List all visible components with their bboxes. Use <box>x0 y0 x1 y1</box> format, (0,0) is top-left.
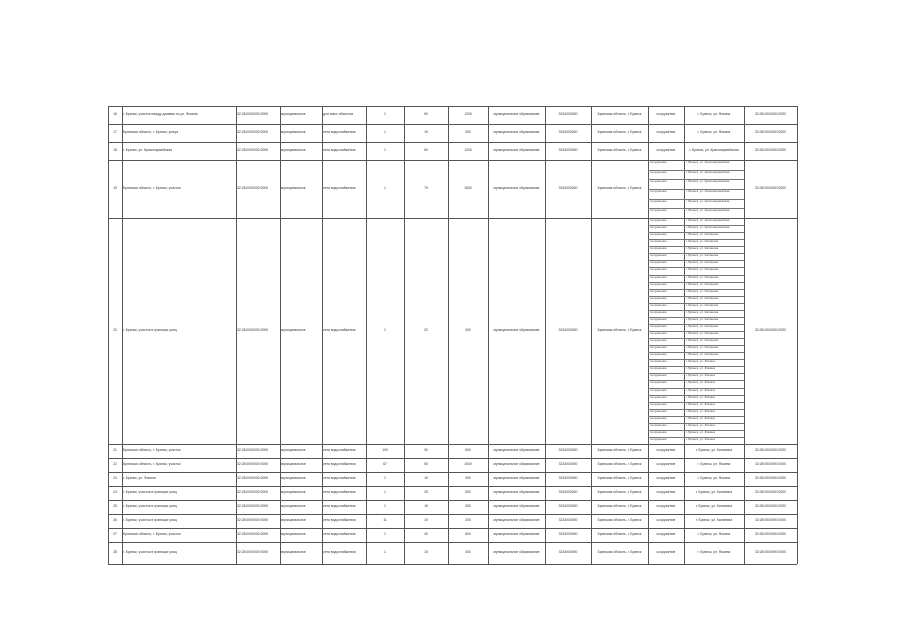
table-row-divider <box>108 106 797 107</box>
table-row-divider <box>108 444 797 445</box>
cell-len: 300 <box>465 504 471 508</box>
sub-kind: сооружение <box>650 240 667 244</box>
register-table <box>108 106 797 564</box>
sub-kind: сооружение <box>650 289 667 293</box>
cell-reg: 32:28:0000000:0000 <box>754 148 787 152</box>
sub-kind: сооружение <box>650 268 667 272</box>
cell-num: 19 <box>113 186 117 190</box>
sub-info: г. Брянск, ул. Калинина <box>686 296 719 300</box>
cell-inn: 3234000000 <box>558 462 578 466</box>
sub-info: г. Брянск, ул. Фокина <box>686 374 715 378</box>
table-row-divider <box>108 142 797 143</box>
cell-len: 600 <box>465 448 471 452</box>
sub-info: г. Брянск, ул. Фокина <box>686 367 715 371</box>
cell-addr: г. Брянск, участок в границах улиц <box>123 518 177 522</box>
cell-addr: Брянская область, г. Брянск, участок <box>123 532 181 536</box>
cell-type: муниципальное <box>281 148 306 152</box>
cell-use: сети водоснабжения <box>323 532 356 536</box>
cell-len: 1200 <box>464 112 472 116</box>
sub-info: г. Брянск, ул. Калинина <box>686 275 719 279</box>
sub-info: г. Брянск, ул. Калинина <box>686 247 719 251</box>
sub-kind: сооружение <box>650 324 667 328</box>
cell-cad: 32:28:0000000:0000 <box>237 462 269 466</box>
cell-info: г. Брянск, ул. Фокина <box>697 532 731 536</box>
sub-info: г. Брянск, ул. Фокина <box>686 423 715 427</box>
cell-num: 23 <box>113 476 117 480</box>
sub-kind: сооружение <box>650 296 667 300</box>
sub-info: г. Брянск, ул. Фокина <box>686 416 715 420</box>
table-column-divider <box>684 106 685 564</box>
cell-addr2: Брянская область, г. Брянск <box>597 490 642 494</box>
cell-owner: муниципальное образование <box>493 448 540 452</box>
sub-kind: сооружение <box>650 409 667 413</box>
table-column-divider <box>448 106 449 564</box>
cell-num: 27 <box>113 532 117 536</box>
cell-info: г. Брянск, ул. Фокина <box>697 550 731 554</box>
sub-kind: сооружение <box>650 303 667 307</box>
cell-use: сети водоснабжения <box>323 186 356 190</box>
cell-use: сети водоснабжения <box>323 476 356 480</box>
table-column-divider <box>366 106 367 564</box>
cell-addr2: Брянская область, г. Брянск <box>597 462 642 466</box>
cell-info: г. Брянск, ул. Калинина <box>695 448 733 452</box>
cell-num: 16 <box>113 112 117 116</box>
cell-addr2: Брянская область, г. Брянск <box>597 130 642 134</box>
cell-kind: сооружение <box>656 476 676 480</box>
cell-count: 67 <box>383 462 387 466</box>
cell-cad: 32:28:0000000:0000 <box>237 518 269 522</box>
table-row-divider <box>108 528 797 529</box>
sub-kind: сооружение <box>650 209 667 213</box>
cell-num: 20 <box>113 328 117 332</box>
cell-len: 1500 <box>464 186 472 190</box>
sub-info: г. Брянск, ул. Красноармейская <box>686 161 730 164</box>
cell-type: муниципальное <box>281 462 306 466</box>
cell-reg: 32:28:0000000:0000 <box>754 476 787 480</box>
sub-kind: сооружение <box>650 254 667 258</box>
sub-kind: сооружение <box>650 416 667 420</box>
cell-addr2: Брянская область, г. Брянск <box>597 448 642 452</box>
sub-info: г. Брянск, ул. Красноармейская <box>686 190 730 193</box>
cell-cad: 32:28:0000000:0000 <box>237 504 269 508</box>
sub-kind: сооружение <box>650 317 667 321</box>
table-column-divider <box>322 106 323 564</box>
table-column-divider <box>488 106 489 564</box>
cell-reg: 32:28:0000000:0000 <box>754 462 787 466</box>
cell-cad: 32:28:0000000:0000 <box>237 148 269 152</box>
cell-count: 1 <box>384 532 386 536</box>
cell-owner: муниципальное образование <box>493 490 540 494</box>
sub-kind: сооружение <box>650 332 667 335</box>
cell-inn: 3234000000 <box>558 112 578 116</box>
cell-inn: 3234000000 <box>558 550 578 554</box>
table-column-divider <box>648 106 649 564</box>
sub-info: г. Брянск, ул. Красноармейская <box>686 219 730 222</box>
cell-owner: муниципальное образование <box>493 130 540 134</box>
cell-addr2: Брянская область, г. Брянск <box>597 476 642 480</box>
sub-kind: сооружение <box>650 275 667 279</box>
sub-kind: сооружение <box>650 282 667 286</box>
sub-kind: сооружение <box>650 367 667 371</box>
cell-count: 1 <box>384 186 386 190</box>
cell-type: муниципальное <box>281 504 306 508</box>
cell-info: г. Брянск, ул. Калинина <box>695 504 733 508</box>
cell-len: 300 <box>465 550 471 554</box>
cell-area: 40 <box>424 532 428 536</box>
cell-addr: г. Брянск, ул. Фокина <box>123 476 156 480</box>
cell-kind: сооружение <box>656 550 676 554</box>
cell-owner: муниципальное образование <box>493 476 540 480</box>
cell-addr2: Брянская область, г. Брянск <box>597 112 642 116</box>
cell-addr: г. Брянск, ул. Красноармейская <box>123 148 173 152</box>
table-row-divider <box>108 542 797 543</box>
cell-addr2: Брянская область, г. Брянск <box>597 518 642 522</box>
cell-cad: 32:28:0000000:0000 <box>237 532 269 536</box>
sub-info: г. Брянск, ул. Красноармейская <box>686 226 730 230</box>
table-row-divider <box>108 514 797 515</box>
cell-num: 21 <box>113 448 117 452</box>
cell-num: 18 <box>113 148 117 152</box>
cell-num: 22 <box>113 462 117 466</box>
cell-count: 100 <box>382 448 388 452</box>
cell-addr2: Брянская область, г. Брянск <box>597 186 642 190</box>
cell-reg: 32:28:0000000:0000 <box>754 504 787 508</box>
cell-len: 300 <box>465 130 471 134</box>
cell-use: сети водоснабжения <box>323 448 356 452</box>
sub-kind: сооружение <box>650 402 667 406</box>
table-column-divider <box>236 106 237 564</box>
sub-info: г. Брянск, ул. Калинина <box>686 261 719 265</box>
sub-info: г. Брянск, ул. Калинина <box>686 289 719 293</box>
sub-kind: сооружение <box>650 180 667 184</box>
sub-kind: сооружение <box>650 339 667 343</box>
cell-type: муниципальное <box>281 186 306 190</box>
sub-kind: сооружение <box>650 161 667 164</box>
cell-kind: сооружение <box>656 148 676 152</box>
cell-area: 15 <box>424 130 428 134</box>
sub-kind: сооружение <box>650 360 667 364</box>
cell-num: 25 <box>113 504 117 508</box>
sub-info: г. Брянск, ул. Красноармейская <box>686 180 730 184</box>
cell-use: сети водоснабжения <box>323 550 356 554</box>
cell-kind: сооружение <box>656 112 676 116</box>
cell-addr: г. Брянск, участок в границах улиц <box>123 504 177 508</box>
cell-reg: 32:28:0000000:0000 <box>754 532 787 536</box>
table-column-divider <box>591 106 592 564</box>
cell-inn: 3234000000 <box>558 448 578 452</box>
cell-use: сети водоснабжения <box>323 130 356 134</box>
cell-count: 1 <box>384 504 386 508</box>
sub-info: г. Брянск, ул. Калинина <box>686 339 719 343</box>
sub-info: г. Брянск, ул. Калинина <box>686 346 719 350</box>
cell-type: муниципальное <box>281 130 306 134</box>
cell-info: г. Брянск, ул. Фокина <box>697 112 731 116</box>
sub-kind: сооружение <box>650 199 667 203</box>
cell-inn: 3234000000 <box>558 130 578 134</box>
cell-use: сети водоснабжения <box>323 462 356 466</box>
cell-info: г. Брянск, ул. Красноармейская <box>689 148 739 152</box>
cell-addr: Брянская область, г. Брянск, участок <box>123 462 181 466</box>
cell-count: 1 <box>384 112 386 116</box>
cell-area: 60 <box>424 112 428 116</box>
cell-reg: 32:28:0000000:0000 <box>754 186 787 190</box>
cell-inn: 3234000000 <box>558 504 578 508</box>
sub-kind: сооружение <box>650 226 667 230</box>
sub-info: г. Брянск, ул. Фокина <box>686 388 715 392</box>
cell-use: сети водоснабжения <box>323 328 356 332</box>
sub-info: г. Брянск, ул. Калинина <box>686 324 719 328</box>
cell-info: г. Брянск, ул. Фокина <box>697 476 731 480</box>
cell-num: 28 <box>113 550 117 554</box>
cell-cad: 32:28:0000000:0000 <box>237 476 269 480</box>
cell-kind: сооружение <box>656 462 676 466</box>
cell-owner: муниципальное образование <box>493 328 540 332</box>
cell-len: 800 <box>465 532 471 536</box>
sub-kind: сооружение <box>650 170 667 174</box>
cell-type: муниципальное <box>281 532 306 536</box>
table-row-divider <box>108 564 797 565</box>
cell-area: 15 <box>424 550 428 554</box>
cell-info: г. Брянск, ул. Фокина <box>697 130 731 134</box>
sub-kind: сооружение <box>650 353 667 357</box>
cell-kind: сооружение <box>656 518 676 522</box>
sub-kind: сооружение <box>650 388 667 392</box>
cell-inn: 3234000000 <box>558 518 578 522</box>
cell-len: 1000 <box>464 462 472 466</box>
cell-count: 1 <box>384 490 386 494</box>
table-row-divider <box>108 486 797 487</box>
cell-addr: г. Брянск, участок в границах улиц <box>123 490 177 494</box>
cell-num: 17 <box>113 130 117 134</box>
sub-kind: сооружение <box>650 423 667 427</box>
table-row-divider <box>108 458 797 459</box>
cell-reg: 32:28:0000000:0000 <box>754 112 787 116</box>
table-column-divider <box>797 106 798 564</box>
cell-info: г. Брянск, ул. Калинина <box>695 490 733 494</box>
cell-use: сети водоснабжения <box>323 504 356 508</box>
cell-area: 50 <box>424 462 428 466</box>
cell-info: г. Брянск, ул. Фокина <box>697 462 731 466</box>
cell-kind: сооружение <box>656 448 676 452</box>
cell-reg: 32:28:0000000:0000 <box>754 130 787 134</box>
table-column-divider <box>545 106 546 564</box>
cell-type: муниципальное <box>281 518 306 522</box>
sub-kind: сооружение <box>650 233 667 237</box>
cell-type: муниципальное <box>281 448 306 452</box>
sub-kind: сооружение <box>650 437 667 441</box>
cell-count: 1 <box>384 476 386 480</box>
cell-addr: г. Брянск, участок в границах улиц <box>123 550 177 554</box>
cell-reg: 32:28:0000000:0000 <box>754 328 787 332</box>
sub-info: г. Брянск, ул. Фокина <box>686 395 715 399</box>
cell-count: 1 <box>384 328 386 332</box>
sub-kind: сооружение <box>650 430 667 434</box>
table-column-divider <box>280 106 281 564</box>
cell-addr: Брянская область, г. Брянск, участок <box>123 186 181 190</box>
cell-cad: 32:28:0000000:0000 <box>237 186 269 190</box>
cell-addr: Брянская область, г. Брянск, улица <box>123 130 179 134</box>
sub-info: г. Брянск, ул. Калинина <box>686 332 719 335</box>
cell-count: 11 <box>383 518 387 522</box>
sub-info: г. Брянск, ул. Калинина <box>686 254 719 258</box>
cell-count: 1 <box>384 130 386 134</box>
cell-count: 1 <box>384 148 386 152</box>
sub-kind: сооружение <box>650 374 667 378</box>
cell-reg: 32:28:0000000:0000 <box>754 448 787 452</box>
cell-use: для иных объектов <box>323 112 354 116</box>
cell-cad: 32:28:0000000:0000 <box>237 490 269 494</box>
cell-area: 75 <box>424 186 428 190</box>
cell-inn: 3234000000 <box>558 328 578 332</box>
sub-info: г. Брянск, ул. Красноармейская <box>686 209 730 213</box>
cell-inn: 3234000000 <box>558 490 578 494</box>
table-row-divider <box>108 500 797 501</box>
cell-cad: 32:28:0000000:0000 <box>237 112 269 116</box>
sub-kind: сооружение <box>650 261 667 265</box>
cell-kind: сооружение <box>656 504 676 508</box>
cell-owner: муниципальное образование <box>493 518 540 522</box>
sub-kind: сооружение <box>650 346 667 350</box>
cell-addr2: Брянская область, г. Брянск <box>597 532 642 536</box>
sub-kind: сооружение <box>650 381 667 385</box>
sub-info: г. Брянск, ул. Фокина <box>686 409 715 413</box>
cell-type: муниципальное <box>281 328 306 332</box>
cell-area: 10 <box>424 518 428 522</box>
table-row-divider <box>108 472 797 473</box>
cell-owner: муниципальное образование <box>493 504 540 508</box>
cell-use: сети водоснабжения <box>323 148 356 152</box>
sub-info: г. Брянск, ул. Фокина <box>686 402 715 406</box>
cell-len: 1200 <box>464 148 472 152</box>
sub-info: г. Брянск, ул. Калинина <box>686 310 719 314</box>
cell-reg: 32:28:0000000:0000 <box>754 518 787 522</box>
table-row-divider <box>108 124 797 125</box>
cell-inn: 3234000000 <box>558 476 578 480</box>
cell-addr2: Брянская область, г. Брянск <box>597 328 642 332</box>
cell-owner: муниципальное образование <box>493 112 540 116</box>
sub-info: г. Брянск, ул. Фокина <box>686 360 715 364</box>
table-column-divider <box>744 106 745 564</box>
cell-area: 15 <box>424 476 428 480</box>
table-column-divider <box>122 106 123 564</box>
cell-num: 26 <box>113 518 117 522</box>
cell-owner: муниципальное образование <box>493 462 540 466</box>
cell-area: 30 <box>424 448 428 452</box>
sub-info: г. Брянск, ул. Красноармейская <box>686 199 730 203</box>
cell-area: 20 <box>424 328 428 332</box>
cell-len: 200 <box>465 518 471 522</box>
sub-info: г. Брянск, ул. Красноармейская <box>686 170 730 174</box>
sub-info: г. Брянск, ул. Калинина <box>686 233 719 237</box>
sub-info: г. Брянск, ул. Калинина <box>686 282 719 286</box>
cell-type: муниципальное <box>281 490 306 494</box>
sub-info: г. Брянск, ул. Фокина <box>686 381 715 385</box>
cell-use: сети водоснабжения <box>323 518 356 522</box>
cell-area: 60 <box>424 148 428 152</box>
cell-inn: 3234000000 <box>558 148 578 152</box>
sub-info: г. Брянск, ул. Калинина <box>686 240 719 244</box>
cell-kind: сооружение <box>656 532 676 536</box>
cell-owner: муниципальное образование <box>493 148 540 152</box>
cell-type: муниципальное <box>281 550 306 554</box>
sub-info: г. Брянск, ул. Фокина <box>686 437 715 441</box>
cell-inn: 3234000000 <box>558 186 578 190</box>
cell-addr2: Брянская область, г. Брянск <box>597 504 642 508</box>
sub-kind: сооружение <box>650 190 667 193</box>
cell-cad: 32:28:0000000:0000 <box>237 448 269 452</box>
sub-info: г. Брянск, ул. Калинина <box>686 303 719 307</box>
sub-info: г. Брянск, ул. Калинина <box>686 268 719 272</box>
cell-addr2: Брянская область, г. Брянск <box>597 148 642 152</box>
cell-reg: 32:28:0000000:0000 <box>754 490 787 494</box>
cell-type: муниципальное <box>281 112 306 116</box>
sub-kind: сооружение <box>650 395 667 399</box>
table-column-divider <box>404 106 405 564</box>
sub-info: г. Брянск, ул. Калинина <box>686 353 719 357</box>
cell-addr2: Брянская область, г. Брянск <box>597 550 642 554</box>
cell-reg: 32:28:0000000:0000 <box>754 550 787 554</box>
cell-cad: 32:28:0000000:0000 <box>237 130 269 134</box>
cell-area: 25 <box>424 490 428 494</box>
cell-owner: муниципальное образование <box>493 550 540 554</box>
cell-len: 400 <box>465 328 471 332</box>
sub-info: г. Брянск, ул. Калинина <box>686 317 719 321</box>
sub-kind: сооружение <box>650 219 667 222</box>
cell-info: г. Брянск, ул. Калинина <box>695 518 733 522</box>
cell-num: 24 <box>113 490 117 494</box>
sub-kind: сооружение <box>650 247 667 251</box>
cell-kind: сооружение <box>656 490 676 494</box>
cell-owner: муниципальное образование <box>493 532 540 536</box>
cell-kind: сооружение <box>656 130 676 134</box>
cell-addr: г. Брянск, участок в границах улиц <box>123 328 177 332</box>
cell-addr: Брянская область, г. Брянск, участок <box>123 448 181 452</box>
sub-info: г. Брянск, ул. Фокина <box>686 430 715 434</box>
cell-inn: 3234000000 <box>558 532 578 536</box>
table-column-divider <box>108 106 109 564</box>
sub-kind: сооружение <box>650 310 667 314</box>
cell-len: 500 <box>465 490 471 494</box>
cell-len: 300 <box>465 476 471 480</box>
cell-area: 15 <box>424 504 428 508</box>
cell-count: 1 <box>384 550 386 554</box>
cell-cad: 32:28:0000000:0000 <box>237 550 269 554</box>
cell-type: муниципальное <box>281 476 306 480</box>
cell-owner: муниципальное образование <box>493 186 540 190</box>
cell-cad: 32:28:0000000:0000 <box>237 328 269 332</box>
cell-use: сети водоснабжения <box>323 490 356 494</box>
cell-addr: г. Брянск, участок между домами по ул. Фокина <box>123 112 198 116</box>
